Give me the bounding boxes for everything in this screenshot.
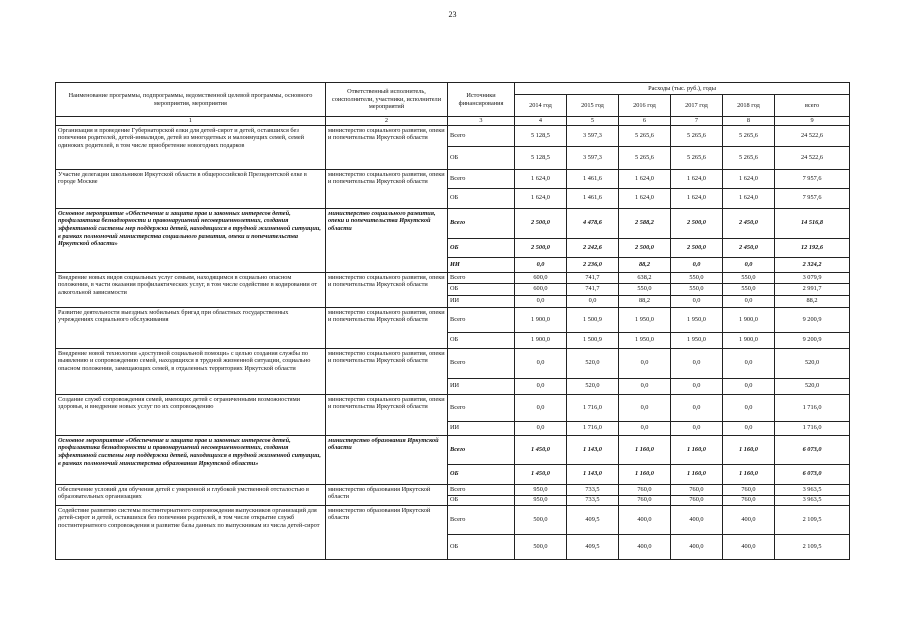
year-value-cell: 741,7: [567, 272, 619, 283]
year-value-cell: 4 478,6: [567, 208, 619, 238]
year-value-cell: 2 500,0: [619, 238, 671, 257]
year-value-cell: 409,5: [567, 505, 619, 534]
year-value-cell: 1 950,0: [619, 307, 671, 332]
year-value-cell: 0,0: [515, 421, 567, 435]
year-value-cell: 88,2: [619, 257, 671, 272]
executor-cell: министерство социального развития, опеки и попечительства Иркутской области: [326, 394, 448, 435]
year-value-cell: 1 900,0: [515, 307, 567, 332]
year-value-cell: 3 597,3: [567, 125, 619, 146]
year-value-cell: 1 461,6: [567, 169, 619, 188]
total-cell: 14 516,8: [775, 208, 850, 238]
table-row: [56, 125, 850, 146]
year-value-cell: 760,0: [671, 495, 723, 505]
year-value-cell: 1 716,0: [567, 421, 619, 435]
funding-source-cell: ИИ: [448, 295, 515, 307]
year-value-cell: 1 160,0: [619, 435, 671, 464]
funding-source-cell: Всего: [448, 505, 515, 534]
executor-cell: министерство образования Иркутской области: [326, 484, 448, 505]
year-value-cell: 520,0: [567, 378, 619, 394]
year-value-cell: 1 450,0: [515, 464, 567, 484]
year-value-cell: 760,0: [619, 484, 671, 495]
table-header: [56, 83, 850, 126]
funding-source-cell: ОБ: [448, 464, 515, 484]
total-cell: 3 963,5: [775, 484, 850, 495]
funding-source-cell: Всего: [448, 169, 515, 188]
executor-cell: министерство социального развития, опеки и попечительства Иркутской области: [326, 348, 448, 394]
year-value-cell: 520,0: [567, 348, 619, 378]
year-value-cell: 400,0: [619, 505, 671, 534]
activity-name: Развитие деятельности выездных мобильных бригад при областных государственных учреждениях социального обслуживания: [56, 307, 326, 348]
column-number: 2: [326, 117, 448, 126]
total-cell: 520,0: [775, 378, 850, 394]
year-value-cell: 2 450,0: [723, 208, 775, 238]
year-value-cell: 760,0: [671, 484, 723, 495]
year-value-cell: 1 160,0: [671, 464, 723, 484]
column-number: 6: [619, 117, 671, 126]
year-value-cell: 733,5: [567, 484, 619, 495]
year-value-cell: 600,0: [515, 272, 567, 283]
year-value-cell: 500,0: [515, 505, 567, 534]
column-number: 7: [671, 117, 723, 126]
total-cell: 1 716,0: [775, 394, 850, 421]
year-value-cell: 409,5: [567, 534, 619, 559]
year-value-cell: 1 716,0: [567, 394, 619, 421]
year-value-cell: 950,0: [515, 495, 567, 505]
year-value-cell: 400,0: [619, 534, 671, 559]
year-value-cell: 2 500,0: [515, 208, 567, 238]
total-cell: 2 324,2: [775, 257, 850, 272]
table-row: [56, 169, 850, 188]
funding-source-cell: ОБ: [448, 283, 515, 295]
table-row: [56, 435, 850, 464]
year-value-cell: 0,0: [515, 295, 567, 307]
year-value-cell: 5 265,6: [619, 146, 671, 169]
executor-cell: министерство социального развития, опеки и попечительства Иркутской области: [326, 169, 448, 208]
year-value-cell: 760,0: [723, 484, 775, 495]
table-row: [56, 307, 850, 332]
funding-source-cell: Всего: [448, 435, 515, 464]
funding-source-cell: ОБ: [448, 238, 515, 257]
year-value-cell: 1 160,0: [723, 464, 775, 484]
year-value-cell: 3 597,3: [567, 146, 619, 169]
executor-cell: министерство образования Иркутской области: [326, 505, 448, 559]
total-cell: 24 522,6: [775, 146, 850, 169]
funding-source-cell: ИИ: [448, 378, 515, 394]
activity-name: Содействие развитию системы постинтернатного сопровождения выпускников организаций для детей-сирот и детей, оставшихся без попечения родителей, в том числе открытие служб постинтернатного сопровождения и развитие базы данных по выпускникам из числа детей-сирот: [56, 505, 326, 559]
year-value-cell: 400,0: [671, 534, 723, 559]
total-cell: 2 109,5: [775, 534, 850, 559]
table-row: [56, 484, 850, 495]
header-year: 2014 год: [515, 95, 567, 117]
year-value-cell: 0,0: [723, 257, 775, 272]
total-cell: 12 192,6: [775, 238, 850, 257]
executor-cell: министерство социального развития, опеки и попечительства Иркутской области: [326, 307, 448, 348]
total-cell: 1 716,0: [775, 421, 850, 435]
activity-name: Организация и проведение Губернаторской елки для детей-сирот и детей, оставшихся без попечения родителей, детей-инвалидов, детей из многодетных и малоимущих семей, семей одиноких родителей, в том числе приобретение новогодних подарков: [56, 125, 326, 169]
total-cell: 7 957,6: [775, 188, 850, 208]
funding-source-cell: Всего: [448, 272, 515, 283]
total-cell: 2 109,5: [775, 505, 850, 534]
year-value-cell: 400,0: [671, 505, 723, 534]
year-value-cell: 550,0: [723, 272, 775, 283]
table-row: [56, 272, 850, 283]
funding-source-cell: ОБ: [448, 188, 515, 208]
main-activity-name: Основное мероприятие «Обеспечение и защита прав и законных интересов детей, профилактика безнадзорности и правонарушений несовершеннолетних, создания эффективной системы мер поддержки детей, находящихся в трудной жизненной ситуации, в рамках полномочий министерства социального развития, опеки и попечительства Иркутской области»: [56, 208, 326, 272]
total-cell: 9 200,9: [775, 307, 850, 332]
funding-source-cell: Всего: [448, 484, 515, 495]
year-value-cell: 1 900,0: [723, 332, 775, 348]
total-cell: 3 079,9: [775, 272, 850, 283]
year-value-cell: 0,0: [567, 295, 619, 307]
year-value-cell: 1 450,0: [515, 435, 567, 464]
total-cell: 7 957,6: [775, 169, 850, 188]
year-value-cell: 0,0: [671, 257, 723, 272]
year-value-cell: 1 624,0: [723, 169, 775, 188]
year-value-cell: 0,0: [619, 421, 671, 435]
header-year: 2015 год: [567, 95, 619, 117]
year-value-cell: 5 265,6: [723, 125, 775, 146]
year-value-cell: 550,0: [723, 283, 775, 295]
year-value-cell: 1 461,6: [567, 188, 619, 208]
year-value-cell: 760,0: [619, 495, 671, 505]
funding-source-cell: ОБ: [448, 534, 515, 559]
total-cell: 24 522,6: [775, 125, 850, 146]
year-value-cell: 5 265,6: [671, 125, 723, 146]
year-value-cell: 1 160,0: [619, 464, 671, 484]
table-row: [56, 348, 850, 378]
table-row: [56, 505, 850, 534]
year-value-cell: 0,0: [515, 394, 567, 421]
year-value-cell: 400,0: [723, 505, 775, 534]
year-value-cell: 0,0: [671, 421, 723, 435]
year-value-cell: 500,0: [515, 534, 567, 559]
year-value-cell: 1 624,0: [671, 169, 723, 188]
column-number: 3: [448, 117, 515, 126]
activity-name: Обеспечение условий для обучения детей с умеренной и глубокой умственной отсталостью в образовательных организациях: [56, 484, 326, 505]
year-value-cell: 0,0: [619, 348, 671, 378]
column-number: 4: [515, 117, 567, 126]
year-value-cell: 5 265,6: [619, 125, 671, 146]
year-value-cell: 400,0: [723, 534, 775, 559]
year-value-cell: 550,0: [619, 283, 671, 295]
executor-cell: министерство социального развития, опеки и попечительства Иркутской области: [326, 125, 448, 169]
year-value-cell: 2 450,0: [723, 238, 775, 257]
year-value-cell: 5 265,6: [723, 146, 775, 169]
funding-source-cell: Всего: [448, 208, 515, 238]
year-value-cell: 1 160,0: [723, 435, 775, 464]
header-source: Источники финансирования: [448, 83, 515, 117]
funding-source-cell: Всего: [448, 394, 515, 421]
year-value-cell: 1 950,0: [619, 332, 671, 348]
year-value-cell: 638,2: [619, 272, 671, 283]
year-value-cell: 2 500,0: [671, 208, 723, 238]
total-cell: 6 073,0: [775, 464, 850, 484]
funding-source-cell: ИИ: [448, 421, 515, 435]
executor-cell: министерство социального развития, опеки и попечительства Иркутской области: [326, 208, 448, 272]
year-value-cell: 1 900,0: [515, 332, 567, 348]
year-value-cell: 0,0: [515, 257, 567, 272]
year-value-cell: 5 265,6: [671, 146, 723, 169]
year-value-cell: 0,0: [723, 421, 775, 435]
year-value-cell: 0,0: [619, 378, 671, 394]
funding-source-cell: ИИ: [448, 257, 515, 272]
year-value-cell: 1 624,0: [619, 169, 671, 188]
year-value-cell: 741,7: [567, 283, 619, 295]
total-cell: 2 991,7: [775, 283, 850, 295]
year-value-cell: 0,0: [671, 394, 723, 421]
header-expenses: Расходы (тыс. руб.), годы: [515, 83, 850, 95]
total-cell: 9 200,9: [775, 332, 850, 348]
header-year: 2017 год: [671, 95, 723, 117]
main-activity-name: Основное мероприятие «Обеспечение и защита прав и законных интересов детей, профилактика безнадзорности и правонарушений несовершеннолетних, создания эффективной системы мер поддержки детей, находящихся в трудной жизненной ситуации, в рамках полномочий министерства образования Иркутской области»: [56, 435, 326, 484]
year-value-cell: 0,0: [723, 378, 775, 394]
column-number: 9: [775, 117, 850, 126]
funding-source-cell: ОБ: [448, 495, 515, 505]
activity-name: Внедрение новых видов социальных услуг семьям, находящимся в социально опасном положении, в части оказания профилактических услуг, в том числе содействие в кодировании от алкогольной зависимости: [56, 272, 326, 307]
table-row: [56, 208, 850, 238]
funding-source-cell: ОБ: [448, 332, 515, 348]
activity-name: Внедрение новой технологии «доступной социальной помощи» с целью создания службы по выявлению и сопровождению семей, находящихся в трудной жизненной ситуации, социально опасном положении, замещающих семей, в отдаленных территориях Иркутской области: [56, 348, 326, 394]
year-value-cell: 0,0: [723, 348, 775, 378]
year-value-cell: 950,0: [515, 484, 567, 495]
year-value-cell: 1 143,0: [567, 464, 619, 484]
header-year: 2016 год: [619, 95, 671, 117]
year-value-cell: 2 500,0: [515, 238, 567, 257]
year-value-cell: 733,5: [567, 495, 619, 505]
total-cell: 3 963,5: [775, 495, 850, 505]
year-value-cell: 1 500,9: [567, 332, 619, 348]
table-body: [56, 125, 850, 559]
year-value-cell: 760,0: [723, 495, 775, 505]
activity-name: Создание служб сопровождения семей, имеющих детей с ограниченными возможностями здоровья, и внедрение новых услуг по их сопровождению: [56, 394, 326, 435]
year-value-cell: 1 950,0: [671, 307, 723, 332]
total-cell: 88,2: [775, 295, 850, 307]
year-value-cell: 5 128,5: [515, 125, 567, 146]
year-value-cell: 1 950,0: [671, 332, 723, 348]
year-value-cell: 2 242,6: [567, 238, 619, 257]
year-value-cell: 550,0: [671, 272, 723, 283]
year-value-cell: 2 236,0: [567, 257, 619, 272]
total-cell: 520,0: [775, 348, 850, 378]
column-number: 5: [567, 117, 619, 126]
page-number: 23: [448, 10, 457, 19]
header-executor: Ответственный исполнитель, соисполнители, участники, исполнители мероприятий: [326, 83, 448, 117]
year-value-cell: 0,0: [723, 295, 775, 307]
funding-source-cell: Всего: [448, 348, 515, 378]
table-row: [56, 394, 850, 421]
header-year: 2018 год: [723, 95, 775, 117]
activity-name: Участие делегации школьников Иркутской области в общероссийской Президентской елке в городе Москве: [56, 169, 326, 208]
column-number: 1: [56, 117, 326, 126]
year-value-cell: 1 624,0: [671, 188, 723, 208]
year-value-cell: 88,2: [619, 295, 671, 307]
year-value-cell: 0,0: [515, 378, 567, 394]
header-name: Наименование программы, подпрограммы, ведомственной целевой программы, основного мероприятия, мероприятия: [56, 83, 326, 117]
year-value-cell: 1 624,0: [723, 188, 775, 208]
total-cell: 6 073,0: [775, 435, 850, 464]
year-value-cell: 0,0: [671, 378, 723, 394]
year-value-cell: 600,0: [515, 283, 567, 295]
year-value-cell: 1 500,9: [567, 307, 619, 332]
year-value-cell: 1 160,0: [671, 435, 723, 464]
year-value-cell: 550,0: [671, 283, 723, 295]
column-number: 8: [723, 117, 775, 126]
year-value-cell: 0,0: [671, 348, 723, 378]
year-value-cell: 0,0: [671, 295, 723, 307]
year-value-cell: 1 900,0: [723, 307, 775, 332]
funding-source-cell: Всего: [448, 307, 515, 332]
year-value-cell: 1 624,0: [619, 188, 671, 208]
funding-source-cell: Всего: [448, 125, 515, 146]
header-total: всего: [775, 95, 850, 117]
year-value-cell: 0,0: [619, 394, 671, 421]
column-numbers-row: [56, 117, 850, 126]
executor-cell: министерство социального развития, опеки и попечительства Иркутской области: [326, 272, 448, 307]
year-value-cell: 2 588,2: [619, 208, 671, 238]
funding-source-cell: ОБ: [448, 146, 515, 169]
year-value-cell: 1 143,0: [567, 435, 619, 464]
year-value-cell: 0,0: [723, 394, 775, 421]
executor-cell: министерство образования Иркутской области: [326, 435, 448, 484]
year-value-cell: 1 624,0: [515, 169, 567, 188]
year-value-cell: 1 624,0: [515, 188, 567, 208]
year-value-cell: 2 500,0: [671, 238, 723, 257]
year-value-cell: 0,0: [515, 348, 567, 378]
expenses-table: [55, 82, 850, 560]
year-value-cell: 5 128,5: [515, 146, 567, 169]
